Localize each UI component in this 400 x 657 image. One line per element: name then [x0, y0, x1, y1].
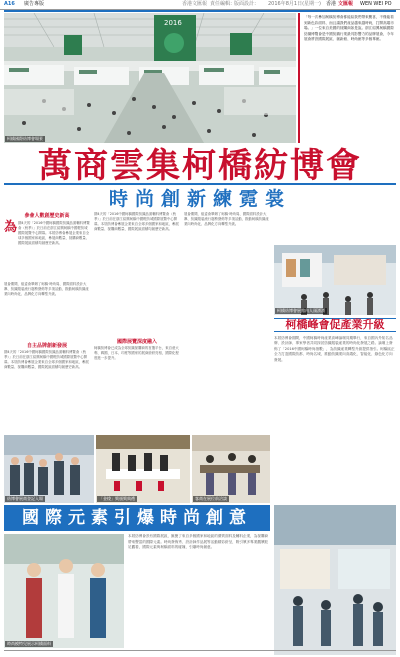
- bottom-title-band: 國際元素引爆時尚創意: [4, 505, 270, 531]
- exhibition-hall-illustration: [4, 13, 296, 143]
- mid-photo-caption-2: 「金梭」獎頒獎典禮: [99, 496, 135, 501]
- bottom-right-photo: [274, 505, 396, 655]
- paragraph-5: 展會期間，組委會舉辦了柯橋·時尚周、國際面料設計大賽、紡織服裝流行趨勢發佈等多項活動，推動柯橋紡織產業向時尚化、品牌化方向轉型升級。: [184, 212, 269, 226]
- mid-photo-caption-3: 客商在展位前洽談: [195, 496, 227, 501]
- paper-name: 文匯報: [338, 1, 354, 7]
- page-header: [0, 0, 400, 10]
- paragraph-3: 期4天的「2016中國柯橋國際紡織品面輔料博覽會（秋季）」於日前在浙江紹興柯橋中國輕紡城國際展覽中心開幕。本屆紡博會參展企業來自全球多個國家和地區，參展商數量、採購商數量、國際展區面積均創歷史新高。: [94, 212, 179, 231]
- mid-photo-registration: [4, 435, 94, 503]
- bottom-text: 本屆紡博會設有國際展區，匯聚了來自多個國家和地區的優質面料及輔料企業，為採購商帶來豐富的國際元素。時尚發佈秀、設計師作品展等活動精彩紛呈，吸引眾多專業觀眾駐足觀看，國際元素與柯橋面料的碰撞，引爆時尚創意。: [128, 534, 269, 550]
- top-photo-exhibition-hall: [4, 13, 296, 143]
- main-title: 萬商雲集柯橋紡博會: [38, 146, 362, 186]
- subhead-3: 國際展覽深度融入: [116, 339, 157, 345]
- paragraph-1-cont: 展會期間，組委會舉辦了柯橋·時尚周、國際面料設計大賽、紡織服裝流行趨勢發佈等多項活動，推動柯橋紡織產業向時尚化、品牌化方向轉型升級。: [4, 282, 89, 296]
- svg-text:2016: 2016: [164, 19, 182, 27]
- paragraph-1: 期4天的「2016中國柯橋國際紡織品面輔料博覽會（秋季）」於日前在浙江紹興柯橋中國輕紡城國際展覽中心開幕。本屆紡博會參展企業來自全球多個國家和地區，參展商數量、採購商數量、國際展區面積均創歷史新高。: [18, 221, 90, 245]
- paper-en: WEN WEI PO: [360, 1, 392, 7]
- right-photo-caption: 柯橋紡博會展館內人頭湧湧: [277, 308, 325, 313]
- paragraph-4: 柯橋紡博會已成為全球紡織採購商的首選平台，來自意大利、韓國、日本、印度等國家的展商紛紛亮相，國際化程度進一步提升。: [94, 346, 179, 360]
- header-tag-1: 香港文匯報: [182, 1, 208, 7]
- paragraph-2: 期4天的「2016中國柯橋國際紡織品面輔料博覽會（秋季）」於日前在浙江紹興柯橋中國輕紡城國際展覽中心開幕。本屆紡博會參展企業來自全球多個國家和地區，參展商數量、採購商數量、國際展區面積均創歷史新高。: [4, 350, 89, 369]
- header-tag-3: 版面設計：: [234, 1, 260, 7]
- bottom-photo-caption: 時尚模特兒展示柯橋面料: [7, 641, 51, 646]
- title-area: [4, 143, 396, 211]
- registration-illustration: [4, 435, 94, 503]
- quote-text: 「每一次參加柯橋紡博會都能給我們帶來驚喜，不僅能看到新色彩面料，而且讓我們產品越來越時尚，打開高端市場。」一位來自美國的採購商如是說。浙江紹興柯橋國際紡織博覽會是中國紡織行業最具影響力的品牌展會，今年展會將設國際展區、創新館、時尚館等多個專館。: [304, 15, 394, 42]
- right-section-text: 本屆紡博會期間，中國柯橋時尚產業高峰論壇同期舉行，來自國內外知名品牌、設計師、專家學者共同探討紡織服裝產業的時尚化發展之路。論壇上發佈了「2016中國柯橋時尚指數」，為紡織產業轉型升級提供指引。柯橋區正全力打造國際紡都、時尚名城，推動紡織業向高端化、智能化、綠色化方向發展。: [274, 336, 395, 362]
- article-body: [4, 212, 270, 434]
- bottom-left-photo-models: [4, 534, 124, 648]
- page-number: A16: [4, 1, 15, 7]
- quote-box: [298, 13, 396, 143]
- header-date: 2016年8月1日(星期一): [268, 1, 321, 7]
- drop-cap: 為: [4, 220, 18, 235]
- mid-photo-caption-1: 紡博會展商登記入場: [7, 496, 43, 501]
- right-photo-booth: [274, 245, 396, 315]
- paper-mark: 香港: [326, 1, 337, 7]
- models-illustration: [4, 534, 124, 648]
- header-tag-2: 責任編輯：: [210, 1, 236, 7]
- sub-title: 時尚創新練霓裳: [90, 188, 310, 210]
- ceremony-illustration: [96, 435, 190, 503]
- subhead-2: 自主品牌創新發展: [26, 343, 67, 349]
- mid-photo-negotiation: [192, 435, 270, 503]
- header-rule: [4, 10, 396, 12]
- section-label: 廣告專版: [24, 1, 45, 7]
- top-photo-caption: 柯橋國際紡博會場景: [7, 136, 43, 141]
- booth-illustration: [274, 245, 396, 315]
- visitors-illustration: [274, 505, 396, 655]
- footer-rule: [4, 650, 396, 651]
- mid-photo-ceremony: [96, 435, 190, 503]
- negotiation-illustration: [192, 435, 270, 503]
- right-section-title: 柯橋峰會促產業升級: [274, 318, 396, 332]
- subhead-1: 參會人數創歷史新高: [24, 213, 70, 219]
